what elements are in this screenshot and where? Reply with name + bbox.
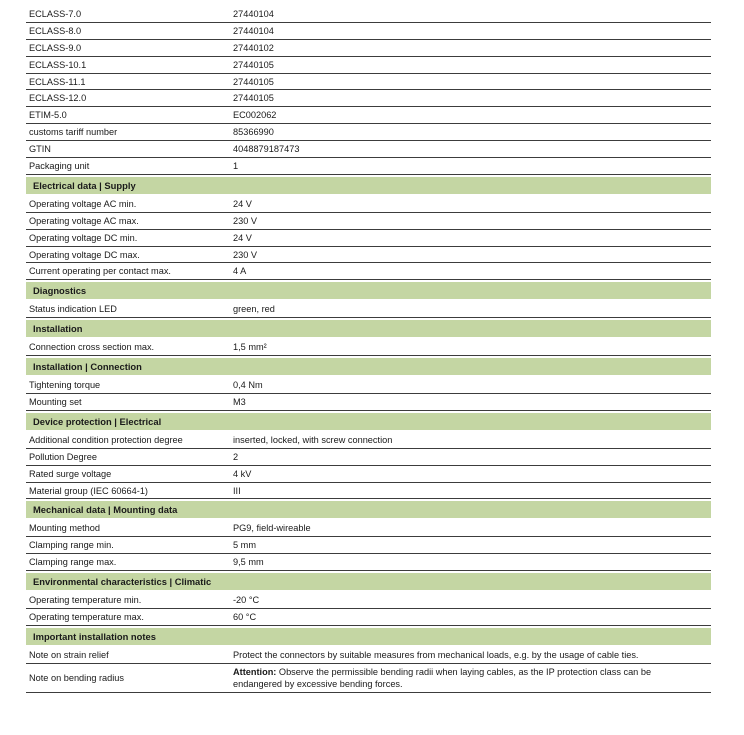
row-label: Mounting method xyxy=(29,523,100,534)
spec-row xyxy=(26,6,711,23)
spec-row xyxy=(26,230,711,247)
row-value: 24 V xyxy=(233,198,252,209)
spec-row xyxy=(26,301,711,318)
row-label: GTIN xyxy=(29,144,51,155)
row-value: 0,4 Nm xyxy=(233,380,263,391)
spec-row xyxy=(26,90,711,107)
row-label: Operating voltage AC min. xyxy=(29,198,137,209)
row-value: 9,5 mm xyxy=(233,557,264,568)
row-label: Clamping range max. xyxy=(29,557,117,568)
row-label: ETIM-5.0 xyxy=(29,110,67,121)
spec-row xyxy=(26,23,711,40)
row-label: Additional condition protection degree xyxy=(29,434,183,445)
row-value: III xyxy=(233,485,241,496)
row-label: Clamping range min. xyxy=(29,540,114,551)
section-header-environmental-climatic: Environmental characteristics | Climatic xyxy=(26,573,711,590)
row-value: 27440105 xyxy=(233,76,274,87)
row-label: Operating voltage AC max. xyxy=(29,215,139,226)
row-label: Note on strain relief xyxy=(29,649,109,660)
row-label: ECLASS-8.0 xyxy=(29,25,82,36)
spec-row xyxy=(26,592,711,609)
section-header-electrical-supply: Electrical data | Supply xyxy=(26,177,711,194)
row-label: Material group (IEC 60664-1) xyxy=(29,485,148,496)
row-label: ECLASS-9.0 xyxy=(29,42,82,53)
row-label: Operating voltage DC min. xyxy=(29,232,138,243)
spec-row xyxy=(26,158,711,175)
row-value: 27440102 xyxy=(233,42,274,53)
spec-row xyxy=(26,124,711,141)
section-header-installation: Installation xyxy=(26,320,711,337)
row-label: Operating temperature max. xyxy=(29,611,144,622)
row-value: -20 °C xyxy=(233,595,260,606)
spec-row xyxy=(26,609,711,626)
spec-row xyxy=(26,647,711,664)
row-value: 27440105 xyxy=(233,93,274,104)
attention-label: Attention: xyxy=(233,666,277,677)
row-label: Connection cross section max. xyxy=(29,342,155,353)
row-value: inserted, locked, with screw connection xyxy=(233,434,393,445)
row-value: 27440104 xyxy=(233,25,274,36)
row-label: ECLASS-11.1 xyxy=(29,76,86,87)
row-value: 60 °C xyxy=(233,611,257,622)
row-value: 85366990 xyxy=(233,127,274,138)
section-header-installation-connection: Installation | Connection xyxy=(26,358,711,375)
row-label: Current operating per contact max. xyxy=(29,266,171,277)
spec-row-bending-radius xyxy=(26,664,711,693)
section-header-mechanical-mounting: Mechanical data | Mounting data xyxy=(26,501,711,518)
general-table xyxy=(26,6,711,175)
row-value: Protect the connectors by suitable measures from mechanical loads, e.g. by the usage of cable ties. xyxy=(233,649,639,660)
row-value: 230 V xyxy=(233,249,258,260)
row-label: Status indication LED xyxy=(29,304,117,315)
spec-row xyxy=(26,213,711,230)
spec-sheet xyxy=(26,6,711,693)
row-value xyxy=(231,666,711,690)
row-value: 4048879187473 xyxy=(233,144,300,155)
spec-row xyxy=(26,537,711,554)
row-label: Tightening torque xyxy=(29,380,101,391)
row-value: 5 mm xyxy=(233,540,256,551)
row-value: 2 xyxy=(233,451,239,462)
spec-row xyxy=(26,466,711,483)
row-label: Packaging unit xyxy=(29,160,90,171)
row-label: ECLASS-7.0 xyxy=(29,8,82,19)
spec-row xyxy=(26,432,711,449)
attention-text: Observe the permissible bending radii when laying cables, as the IP protection class can be endangered by excessive bending forces. xyxy=(233,666,652,689)
row-value: 27440104 xyxy=(233,8,274,19)
spec-row xyxy=(26,554,711,571)
spec-row xyxy=(26,449,711,466)
spec-row xyxy=(26,40,711,57)
row-value: green, red xyxy=(233,304,275,315)
row-value: M3 xyxy=(233,396,246,407)
row-value: 1 xyxy=(233,160,239,171)
section-header-installation-notes: Important installation notes xyxy=(26,628,711,645)
spec-row xyxy=(26,57,711,74)
spec-row xyxy=(26,107,711,124)
spec-row xyxy=(26,483,711,500)
spec-row xyxy=(26,339,711,356)
row-value: 4 kV xyxy=(233,468,252,479)
row-label: Operating voltage DC max. xyxy=(29,249,140,260)
spec-row xyxy=(26,74,711,91)
row-label: Note on bending radius xyxy=(29,672,125,683)
section-header-diagnostics: Diagnostics xyxy=(26,282,711,299)
row-label: Operating temperature min. xyxy=(29,595,142,606)
spec-row xyxy=(26,247,711,264)
row-label: Pollution Degree xyxy=(29,451,97,462)
row-value: 1,5 mm² xyxy=(233,342,267,353)
row-value: PG9, field-wireable xyxy=(233,523,311,534)
row-value: 27440105 xyxy=(233,59,274,70)
spec-row xyxy=(26,263,711,280)
spec-row xyxy=(26,377,711,394)
row-value: 4 A xyxy=(233,266,247,277)
section-header-device-protection: Device protection | Electrical xyxy=(26,413,711,430)
row-value: 24 V xyxy=(233,232,252,243)
spec-row xyxy=(26,520,711,537)
row-value: EC002062 xyxy=(233,110,277,121)
row-label: Rated surge voltage xyxy=(29,468,112,479)
row-label: ECLASS-10.1 xyxy=(29,59,87,70)
spec-row xyxy=(26,141,711,158)
spec-row xyxy=(26,394,711,411)
row-label: customs tariff number xyxy=(29,127,118,138)
row-label: ECLASS-12.0 xyxy=(29,93,87,104)
spec-row xyxy=(26,196,711,213)
row-label: Mounting set xyxy=(29,396,82,407)
row-value: 230 V xyxy=(233,215,258,226)
